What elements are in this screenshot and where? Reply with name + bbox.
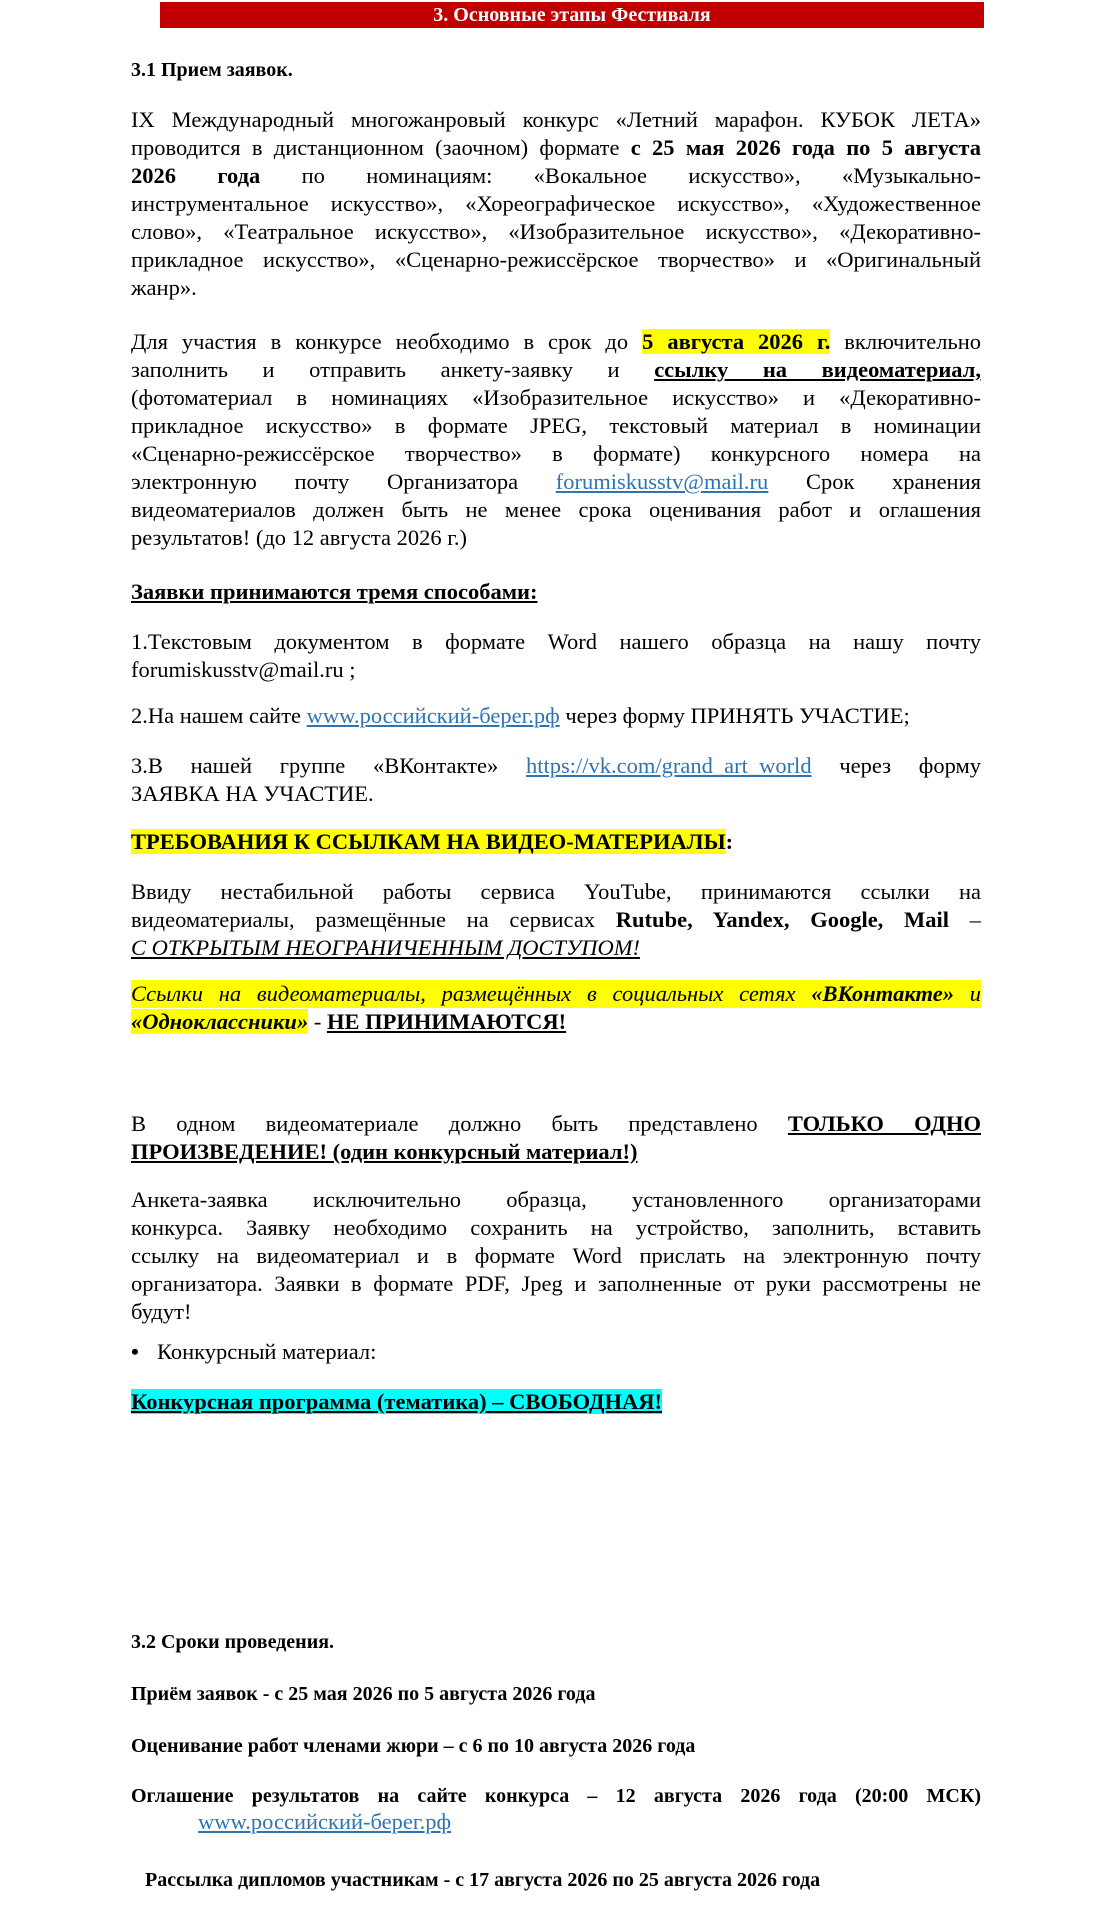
section-3-2-heading: 3.2 Сроки проведения. (131, 1631, 335, 1653)
theme-highlight: Конкурсная программа (тематика) – СВОБОДНАЯ! (131, 1389, 662, 1414)
participation-line: (фотоматериал в номинациях «Изобразительное искусство» и «Декоративно- (131, 385, 981, 410)
intro-line: проводится в дистанционном (заочном) формате с 25 мая 2026 года по 5 августа (131, 135, 981, 160)
intro-line: жанр». (131, 275, 197, 300)
participation-line: видеоматериалов должен быть не менее срока оценивания работ и оглашения (131, 497, 981, 522)
intro-line: прикладное искусство», «Сценарно-режиссёрское творчество» и «Оригинальный (131, 247, 981, 272)
paragraph-application-form (131, 1186, 981, 1326)
participation-line: электронную почту Организатора forumiskusstv@mail.ru Срок хранения (131, 469, 981, 494)
method-1-line: forumiskusstv@mail.ru ; (131, 657, 356, 682)
form-line: Анкета-заявка исключительно образца, установленного организаторами (131, 1187, 981, 1212)
intro-line: IX Международный многожанровый конкурс «Летний марафон. КУБОК ЛЕТА» (131, 107, 981, 132)
form-line: организатора. Заявки в формате PDF, Jpeg и заполненные от руки рассмотрены не (131, 1271, 981, 1296)
date-results: Оглашение результатов на сайте конкурса – 12 августа 2026 года (20:00 МСК) (131, 1785, 981, 1807)
form-line: ссылку на видеоматериал и в формате Word прислать на электронную почту (131, 1243, 981, 1268)
paragraph-participation (131, 328, 981, 552)
method-2: 2.На нашем сайте www.российский-берег.рф через форму ПРИНЯТЬ УЧАСТИЕ; (131, 703, 910, 728)
method-1-line: 1.Текстовым документом в формате Word нашего образца на нашу почту (131, 629, 981, 654)
paragraph-one-work (131, 1110, 981, 1166)
requirements-heading-highlight: ТРЕБОВАНИЯ К ССЫЛКАМ НА ВИДЕО-МАТЕРИАЛЫ (131, 829, 726, 854)
form-line: будут! (131, 1299, 192, 1324)
intro-line: инструментальное искусство», «Хореографическое искусство», «Художественное (131, 191, 981, 216)
method-1 (131, 628, 981, 684)
open-access-note: С ОТКРЫТЫМ НЕОГРАНИЧЕННЫМ ДОСТУПОМ! (131, 935, 640, 960)
method-3 (131, 752, 981, 808)
method-3-line: 3.В нашей группе «ВКонтакте» https://vk.com/grand_art_world через форму (131, 753, 981, 778)
theme-statement (131, 1388, 981, 1416)
requirements-heading: ТРЕБОВАНИЯ К ССЫЛКАМ НА ВИДЕО-МАТЕРИАЛЫ: (131, 829, 734, 854)
form-line: конкурса. Заявку необходимо сохранить на устройство, заполнить, вставить (131, 1215, 981, 1240)
participation-line: заполнить и отправить анкету-заявку и ссылку на видеоматериал, (131, 357, 981, 382)
paragraph-requirements (131, 878, 981, 962)
date-diplomas: Рассылка дипломов участникам - с 17 августа 2026 по 25 августа 2026 года (145, 1869, 821, 1891)
email-link[interactable]: forumiskusstv@mail.ru (555, 469, 769, 494)
participation-line: результатов! (до 12 августа 2026 г.) (131, 525, 468, 550)
participation-line: Для участия в конкурсе необходимо в срок до 5 августа 2026 г. включительно (131, 329, 981, 354)
date-applications: Приём заявок - с 25 мая 2026 по 5 августа 2026 года (131, 1683, 596, 1705)
social-line: «Одноклассники» - НЕ ПРИНИМАЮТСЯ! (131, 1009, 567, 1034)
one-work-line: В одном видеоматериале должно быть представлено ТОЛЬКО ОДНО (131, 1111, 981, 1136)
paragraph-social-networks (131, 980, 981, 1036)
deadline-highlight: 5 августа 2026 г. (642, 329, 831, 354)
results-site-link[interactable]: www.российский-берег.рф (198, 1809, 452, 1834)
section-banner: 3. Основные этапы Фестиваля (160, 2, 984, 28)
section-3-1-heading: 3.1 Прием заявок. (131, 59, 293, 81)
one-work-line: ПРОИЗВЕДЕНИЕ! (один конкурсный материал!) (131, 1139, 638, 1164)
intro-line: 2026 года по номинациям: «Вокальное искусство», «Музыкально- (131, 163, 982, 188)
site-link[interactable]: www.российский-берег.рф (306, 703, 560, 728)
participation-line: прикладное искусство» в формате JPEG, текстовый материал в номинации (131, 413, 981, 438)
bullet-item (131, 1338, 376, 1366)
intro-line: слово», «Театральное искусство», «Изобразительное искусство», «Декоративно- (131, 219, 981, 244)
vk-link[interactable]: https://vk.com/grand_art_world (525, 753, 812, 778)
participation-line: «Сценарно-режиссёрское творчество» в формате) конкурсного номера на (131, 441, 981, 466)
results-site-link-row (198, 1808, 451, 1836)
date-jury: Оценивание работ членами жюри – с 6 по 10 августа 2026 года (131, 1735, 696, 1757)
social-line: Ссылки на видеоматериалы, размещённых в социальных сетях «ВКонтакте» и (131, 981, 981, 1006)
method-3-line: ЗАЯВКА НА УЧАСТИЕ. (131, 781, 374, 806)
requirements-line: Ввиду нестабильной работы сервиса YouTube, принимаются ссылки на (131, 879, 981, 904)
bullet-text: Конкурсный материал: (157, 1339, 377, 1364)
bullet-icon: • (131, 1339, 139, 1364)
methods-heading: Заявки принимаются тремя способами: (131, 579, 538, 604)
paragraph-intro (131, 106, 981, 302)
requirements-line: видеоматериалы, размещённые на сервисах Rutube, Yandex, Google, Mail – (131, 907, 982, 932)
